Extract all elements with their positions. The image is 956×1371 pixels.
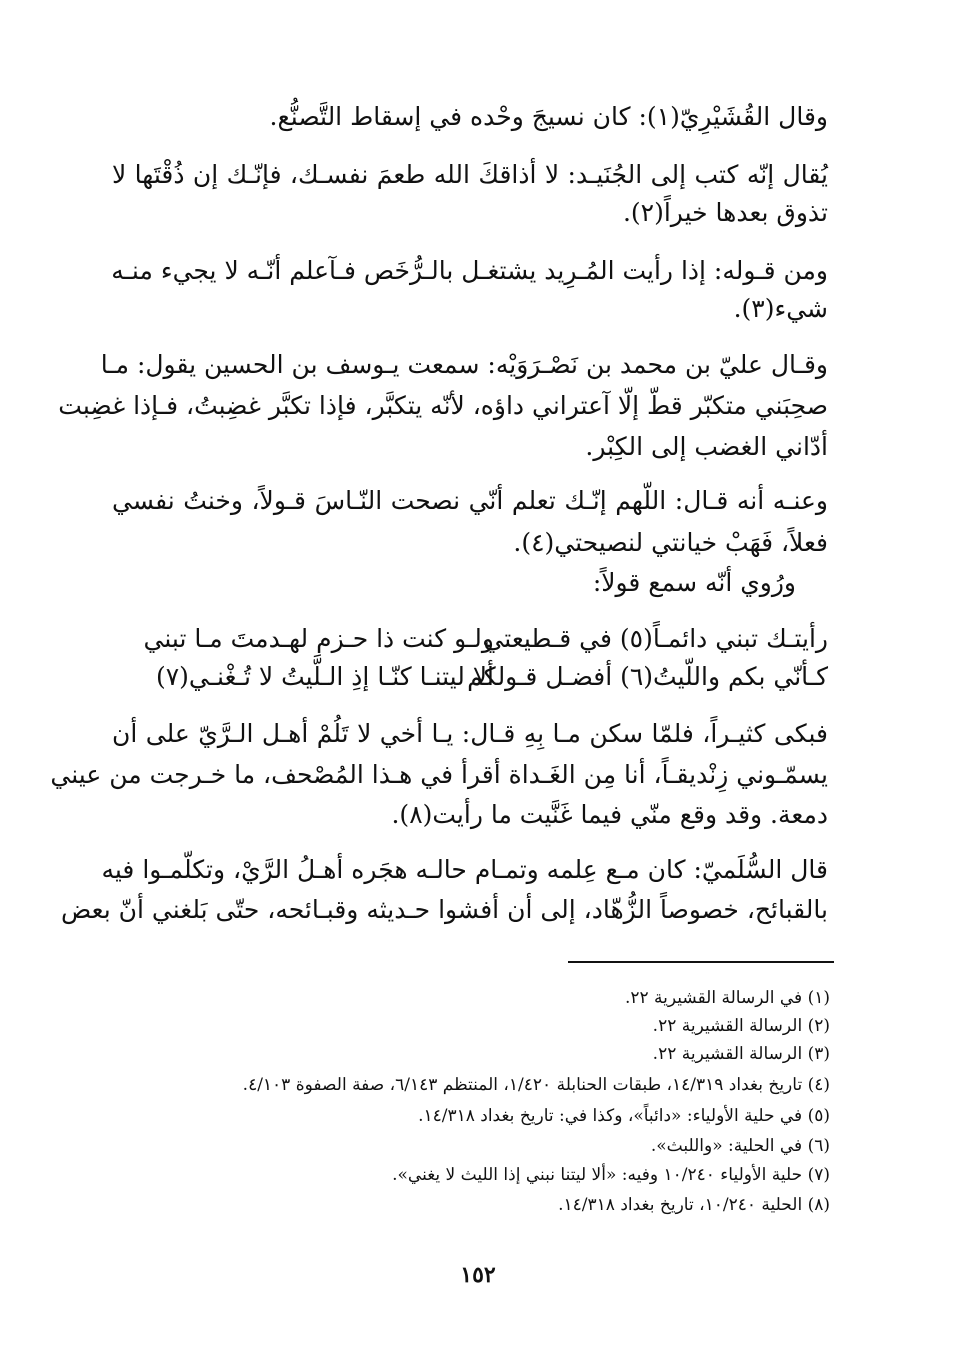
text-line: فبكى كثيـراً، فلمّا سكن مـا بِهِ قـال: يـا أخي لا تَلُمْ أهـل الـرَّيّ على أن [112,719,828,748]
footnote: (٥) في حلية الأولياء: «دائباً»، وكذا في: تاريخ بغداد ١٤/٣١٨. [418,1106,830,1126]
footnote: (٣) الرسالة القشيرية ٢٢. [652,1044,830,1064]
footnote: (٢) الرسالة القشيرية ٢٢. [652,1016,830,1036]
verse-hemistich-left: ولـو كنت ذا حـزم لهـدمتَ مـا تبني [143,624,494,653]
text-line: صحِبَني متكبّر قطّ إلّا آعتراني داؤه، لأنّه يتكبَّر، فإذا تكبَّر غضِبتُ، فـإذا غضِبت [58,391,828,420]
text-line: فعلاً، فَهَبْ خيانتي لنصيحتي(٤). [513,528,828,557]
text-line: دمعة. وقد وقع منّي فيما غَنَّيت ما رأيت(٨). [391,800,828,829]
text-line: وقال القُشَيْرِيّ(١): كان نسيجَ وحْده في إسقاط التَّصنُّع. [269,102,828,131]
text-line: تذوق بعدها خيراً(٢). [622,198,828,227]
footnote-separator [568,961,834,963]
footnote: (٧) حلية الأولياء ١٠/٢٤٠ وفيه: «ألا ليتنا نبني إذا الليث لا يغني». [392,1165,830,1185]
text-line: وعنـه أنه قـال: اللّهم إنّـك تعلم أنّي نصحت النّـاسَ قـولاً، وخنتُ نفسي [112,486,828,515]
text-line: بالقبائح، خصوصاً الزُّهّاد، إلى أن أفشوا حـديثه وقبـائحه، حتّى بَلغني أنّ بعض [61,895,828,924]
footnote: (١) في الرسالة القشيرية ٢٢. [624,988,830,1008]
verse-hemistich-right: رأيتـك تبني دائمـاً(٥) في قـطيعتي [483,624,828,653]
footnote: (٦) في الحلية: «واللبث». [650,1136,830,1156]
text-line: يسمّـوني زِنْديقـاً، أنا مِن الغَـداة أقرأ في هـذا المُصْحف، ما خـرجت من عيني [50,760,828,789]
text-line: ورُوي أنّه سمع قولاً: [592,568,796,597]
text-line: أدّاني الغضب إلى الكِبْر. [585,432,828,461]
footnote: (٨) الحلية ١٠/٢٤٠، تاريخ بغداد ١٤/٣١٨. [558,1195,830,1215]
footnote: (٤) تاريخ بغداد ١٤/٣١٩، طبقات الحنابلة ١/٤٢٠، المنتظم ٦/١٤٣، صفة الصفوة ٤/١٠٣. [242,1075,830,1095]
text-line: ومن قـوله: إذا رأيت المُـرِيد يشتغـل بالـرُّخَص فـآعلم أنّـه لا يجيء منـه [111,256,828,285]
text-line: شيء(٣). [733,294,828,323]
text-line: قال السُّلَميّ: كان مـع عِلمه وتمـام حالـه هجَره أهـلُ الرَّيْ، وتكلّمـوا فيه [101,855,828,884]
verse-hemistich-left: ألا ليتنـا كنّـا إذِ الـلَّيتُ لا تُـغْنـي(٧) [155,662,494,691]
page-number: ١٥٢ [460,1262,496,1288]
text-line: يُقال إنّه كتب إلى الجُنَيـد: لا أذاقكَ الله طعمَ نفسـك، فإنّـك إن ذُقْتَها لا [112,160,828,189]
verse-hemistich-right: كـأنّي بكم واللّيتُ(٦) أفضـل قـولكم [467,662,828,691]
text-line: وقـال عليّ بن محمد بن نَصْـرَوَيْه: سمعت يـوسف بن الحسين يقول: مـا [100,350,828,379]
